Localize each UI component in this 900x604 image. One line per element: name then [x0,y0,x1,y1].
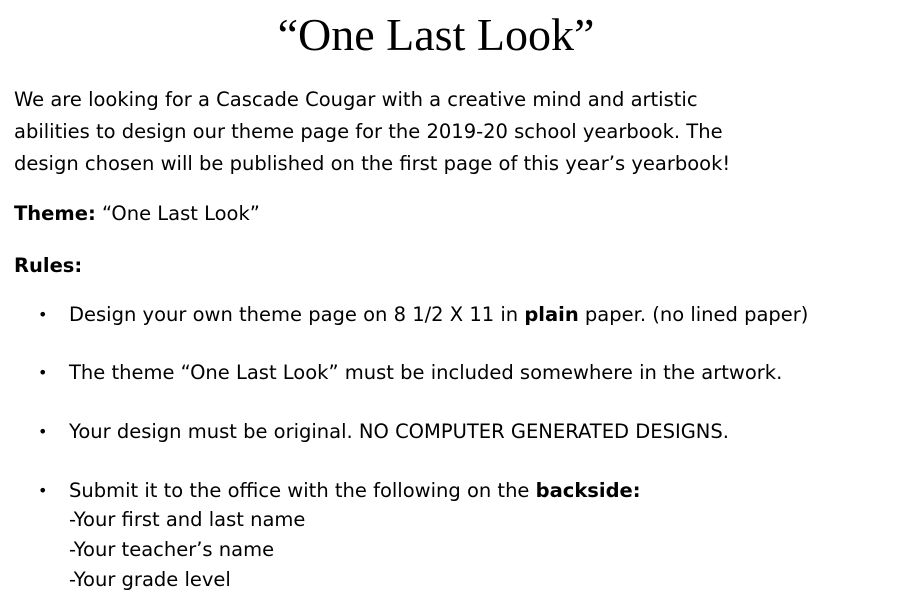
theme-label: Theme: [14,202,96,225]
page-title: “One Last Look” [277,9,595,60]
rule-text-part: Your design must be original. NO COMPUTER GENERATED DESIGNS. [69,420,729,443]
submit-item: -Your first and last name [69,508,306,531]
bullet-icon: • [38,305,48,324]
bullet-icon: • [38,422,48,441]
rule-text [69,476,641,506]
rule-text-part: Submit it to the office with the following on the [69,479,536,502]
intro-line: abilities to design our theme page for the 2019-20 school yearbook. The [14,120,723,143]
rule-text-part: The theme “One Last Look” must be included somewhere in the artwork. [69,361,783,384]
rule-text [69,300,808,330]
rule-text-part: paper. (no lined paper) [578,303,809,326]
bullet-icon: • [38,481,48,500]
rule-text [69,417,729,447]
submit-item: -Your teacher’s name [69,538,275,561]
theme-line [14,198,260,230]
intro-line: design chosen will be published on the first page of this year’s yearbook! [14,152,731,175]
rule-text-emphasis: plain [524,303,579,326]
submit-item: -Your grade level [69,568,231,591]
rule-text-part: Design your own theme page on 8 1/2 X 11 in [69,303,525,326]
theme-value: “One Last Look” [95,202,260,225]
intro-paragraph [14,84,884,180]
rule-text-emphasis: backside: [535,479,641,502]
intro-line: We are looking for a Cascade Cougar with a creative mind and artistic [14,88,698,111]
rule-text [69,358,782,388]
bullet-icon: • [38,363,48,382]
rules-heading: Rules: [14,254,83,277]
